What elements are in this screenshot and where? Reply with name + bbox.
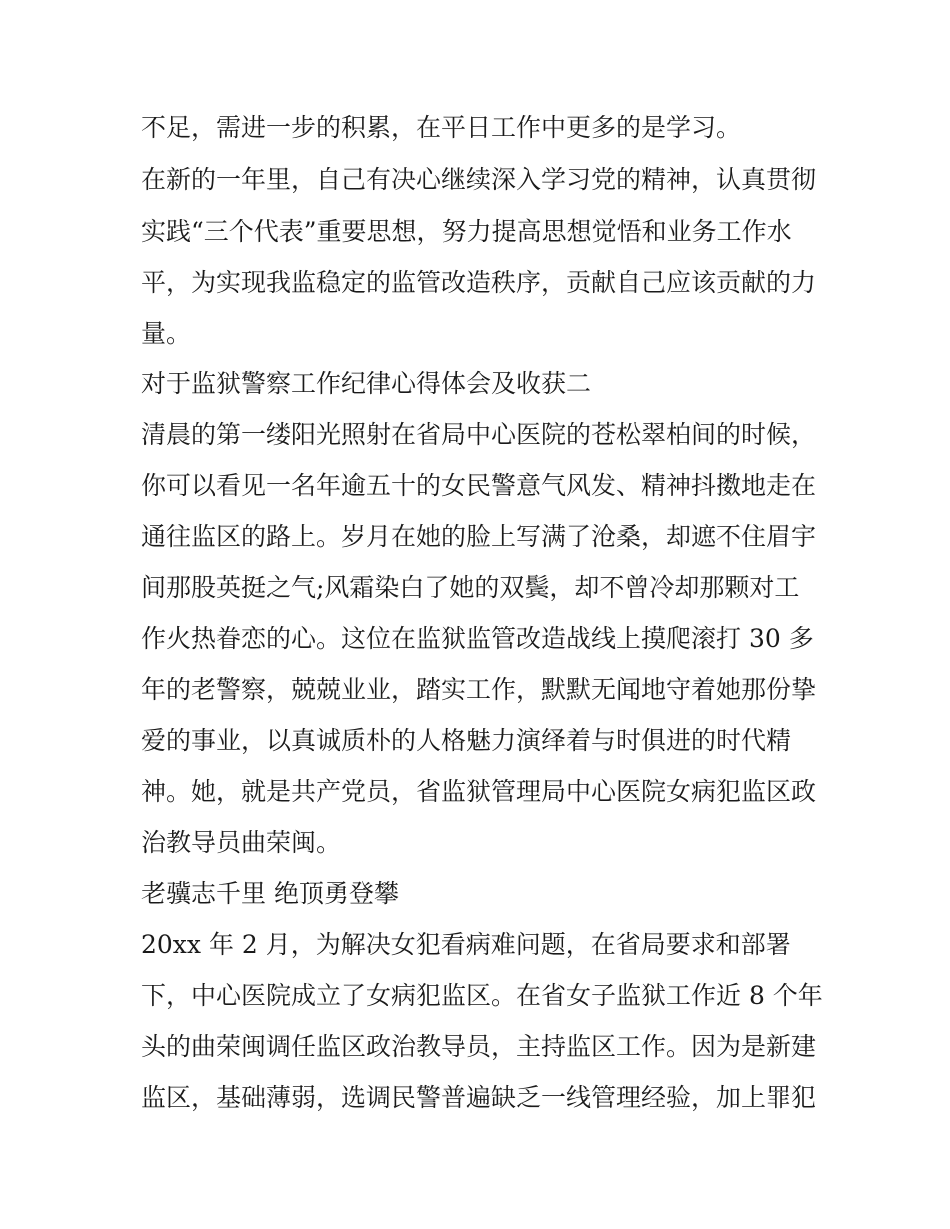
text-line: 下，中心医院成立了女病犯监区。在省女子监狱工作近 8 个年: [141, 981, 823, 1010]
subsection-heading: 老骥志千里 绝顶勇登攀: [141, 879, 399, 908]
text-line: 在新的一年里，自己有决心继续深入学习党的精神，认真贯彻: [141, 165, 817, 194]
text-line: 平，为实现我监稳定的监管改造秩序，贡献自己应该贡献的力: [141, 268, 817, 297]
text-line: 间那股英挺之气;风霜染白了她的双鬓，却不曾冷却那颗对工: [141, 573, 800, 602]
text-line: 头的曲荣闽调任监区政治教导员，主持监区工作。因为是新建: [141, 1032, 817, 1061]
text-line: 年的老警察，兢兢业业，踏实工作，默默无闻地守着她那份挚: [141, 675, 817, 704]
text-line: 爱的事业，以真诚质朴的人格魅力演绎着与时俱进的时代精: [141, 726, 792, 755]
text-line: 作火热眷恋的心。这位在监狱监管改造战线上摸爬滚打 30 多: [141, 624, 814, 653]
text-line: 通往监区的路上。岁月在她的脸上写满了沧桑，却遮不住眉宇: [141, 522, 817, 551]
text-line: 你可以看见一名年逾五十的女民警意气风发、精神抖擞地走在: [141, 471, 817, 500]
text-line: 20xx 年 2 月，为解决女犯看病难问题，在省局要求和部署: [141, 930, 791, 959]
text-line: 清晨的第一缕阳光照射在省局中心医院的苍松翠柏间的时候，: [141, 420, 817, 449]
text-line: 不足，需进一步的积累，在平日工作中更多的是学习。: [141, 113, 742, 142]
text-line: 监区，基础薄弱，选调民警普遍缺乏一线管理经验，加上罪犯: [141, 1083, 817, 1112]
text-line: 量。: [141, 319, 192, 348]
text-line: 神。她，就是共产党员，省监狱管理局中心医院女病犯监区政: [141, 777, 817, 806]
text-line: 实践“三个代表”重要思想，努力提高思想觉悟和业务工作水: [141, 217, 792, 246]
section-heading: 对于监狱警察工作纪律心得体会及收获二: [141, 369, 592, 398]
text-line: 治教导员曲荣闽。: [141, 828, 342, 857]
